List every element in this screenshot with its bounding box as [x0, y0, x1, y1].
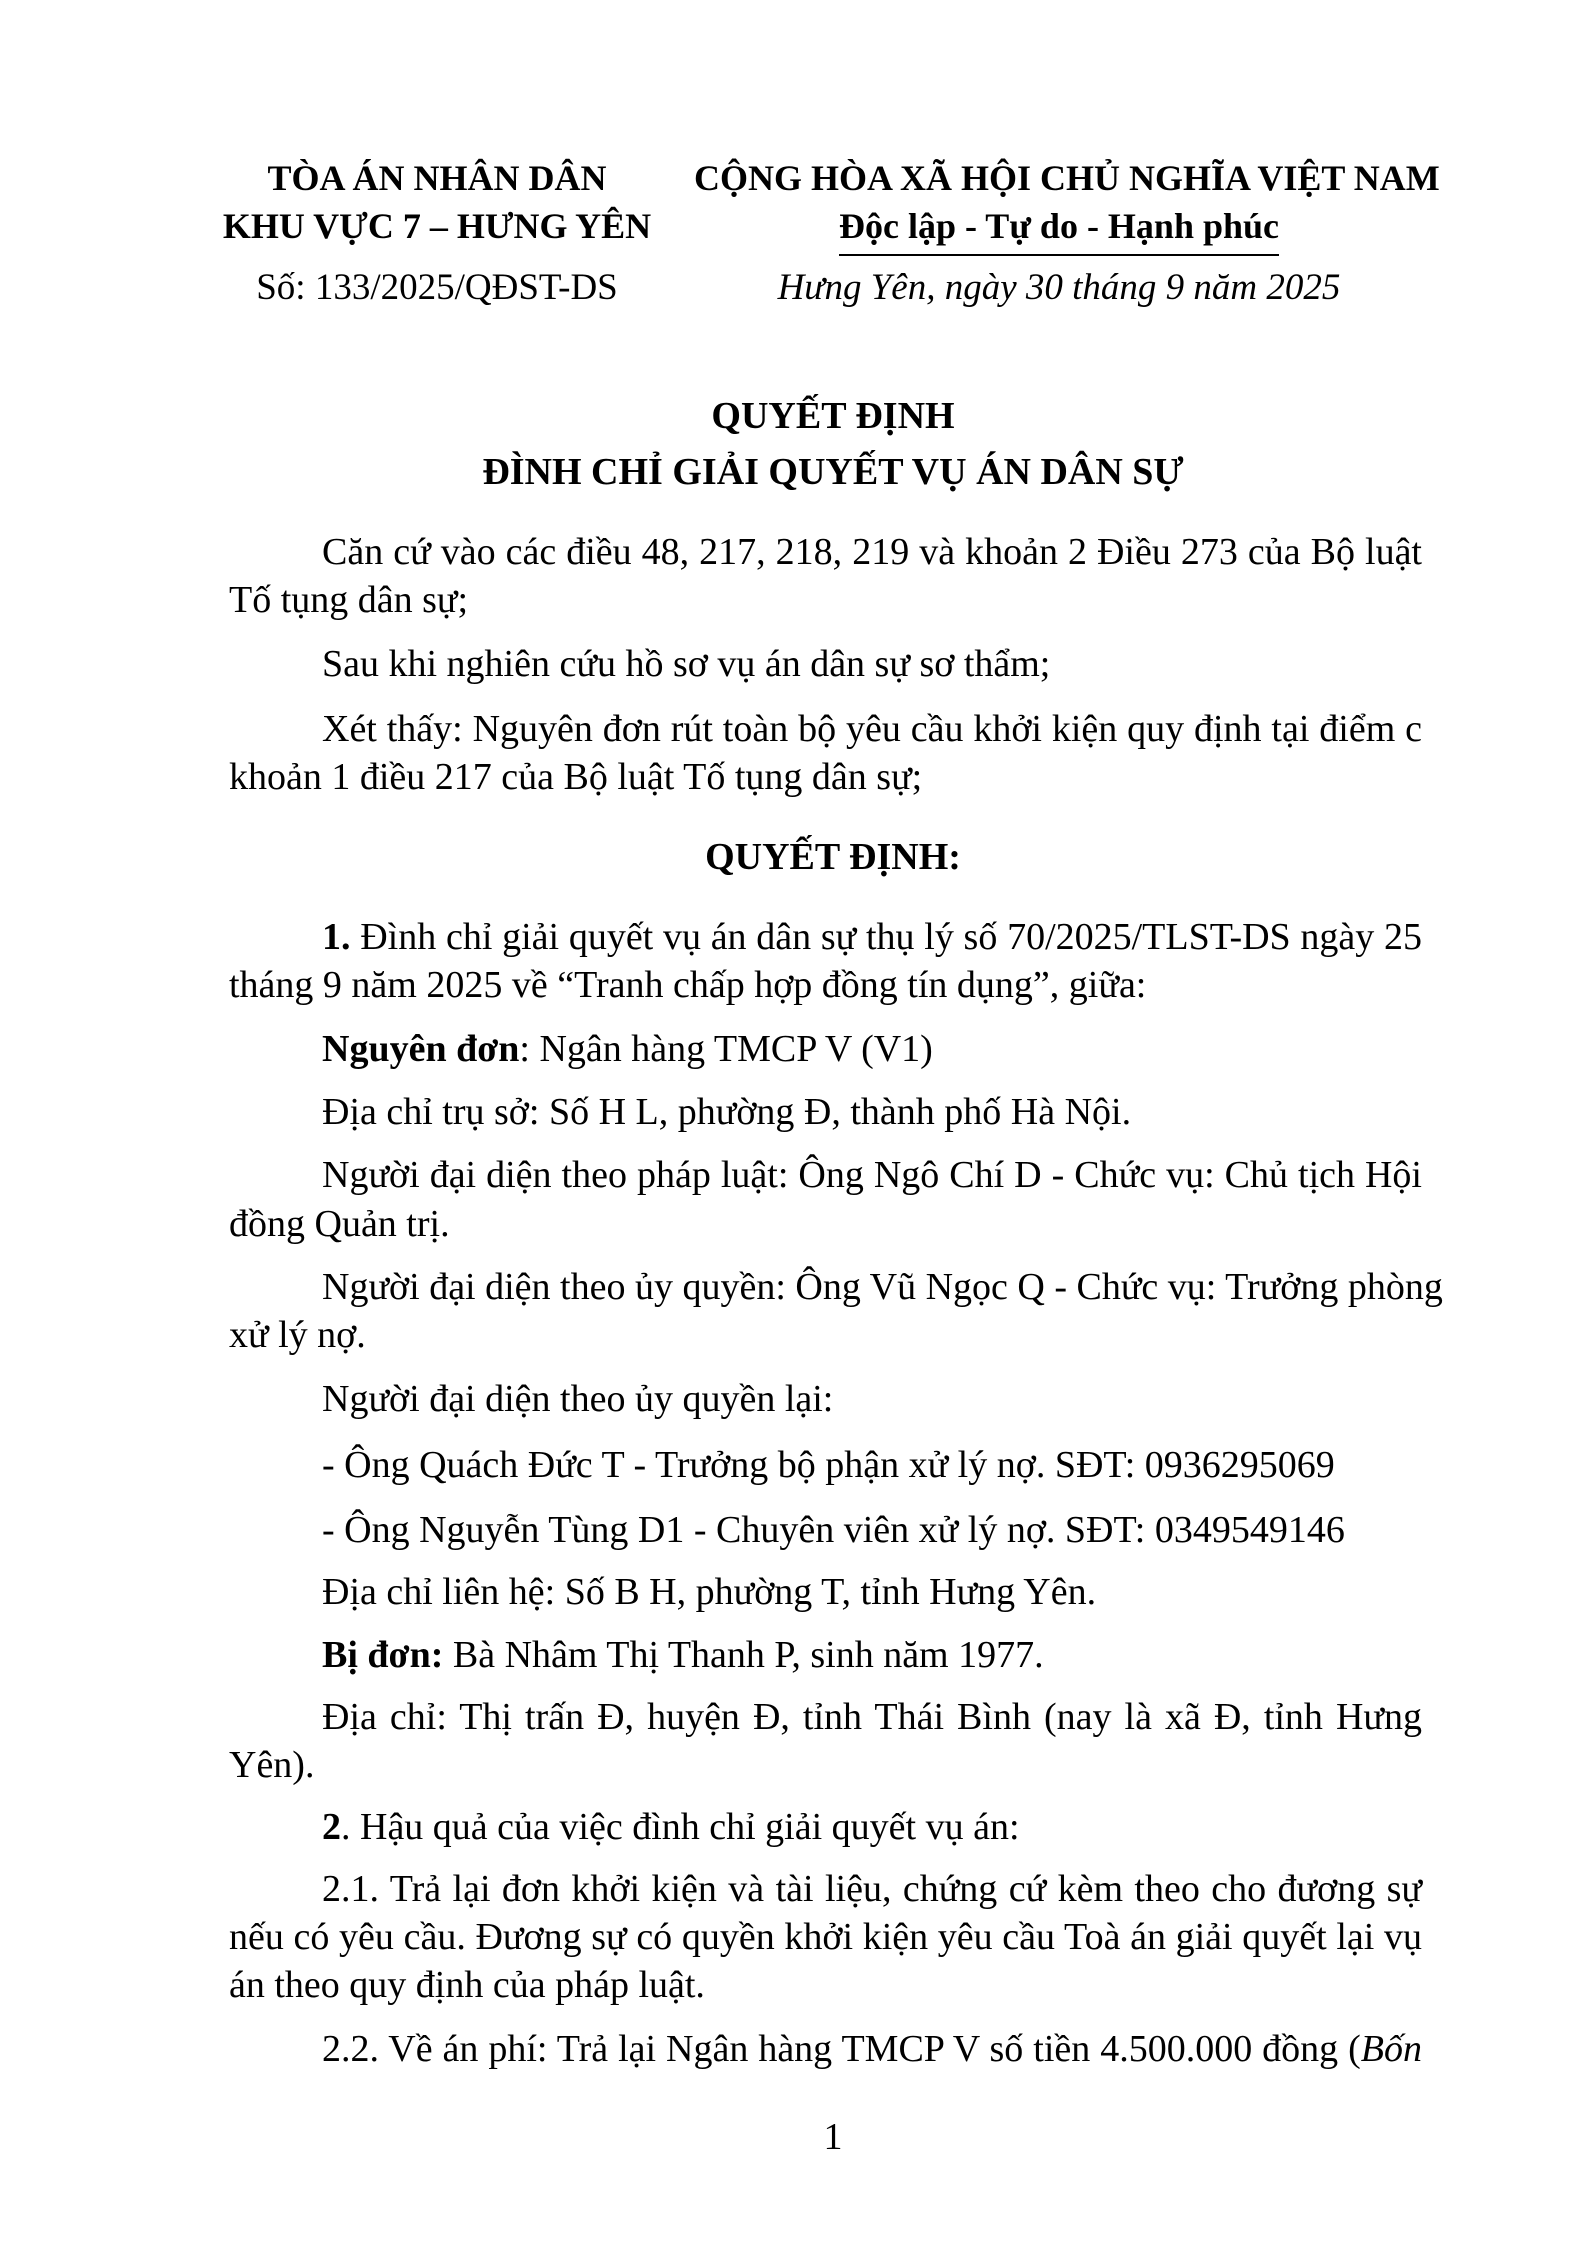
- defendant-address-line2: Yên).: [229, 1744, 315, 1786]
- section2-heading: [322, 1808, 1020, 1846]
- defendant-line: [322, 1636, 1044, 1674]
- finding-line1: Xét thấy: Nguyên đơn rút toàn bộ yêu cầu khởi kiện quy định tại điểm c: [322, 708, 1422, 750]
- section2-number: 2: [322, 1806, 341, 1848]
- contact-address: Địa chỉ liên hệ: Số B H, phường T, tỉnh Hưng Yên.: [322, 1571, 1097, 1613]
- section1-line2: tháng 9 năm 2025 về “Tranh chấp hợp đồng tín dụng”, giữa:: [229, 964, 1147, 1006]
- section2-item1-line2: nếu có yêu cầu. Đương sự có quyền khởi kiện yêu cầu Toà án giải quyết lại vụ: [229, 1916, 1422, 1958]
- review-statement: Sau khi nghiên cứu hồ sơ vụ án dân sự sơ thẩm;: [322, 643, 1051, 685]
- section2-item2-line1: [322, 2030, 1422, 2068]
- document-title: QUYẾT ĐỊNH: [711, 395, 955, 437]
- decision-heading: QUYẾT ĐỊNH:: [705, 836, 961, 878]
- plaintiff-value: : Ngân hàng TMCP V (V1): [519, 1028, 933, 1070]
- legal-basis-line2: Tố tụng dân sự;: [229, 579, 469, 621]
- sub-representative-item: - Ông Quách Đức T - Trưởng bộ phận xử lý nợ. SĐT: 0936295069: [322, 1444, 1335, 1486]
- legal-representative-line2: đồng Quản trị.: [229, 1203, 450, 1245]
- section1-line1: [322, 918, 1422, 956]
- court-fee-words: Bốn: [1360, 2028, 1422, 2070]
- authorized-representative-line1: Người đại diện theo ủy quyền: Ông Vũ Ngọc Q - Chức vụ: Trưởng phòng: [322, 1266, 1443, 1308]
- national-title: CỘNG HÒA XÃ HỘI CHỦ NGHĨA VIỆT NAM: [694, 158, 1440, 198]
- section1-number: 1.: [322, 916, 351, 958]
- court-fee-text: 2.2. Về án phí: Trả lại Ngân hàng TMCP V số tiền 4.500.000 đồng (: [322, 2028, 1361, 2070]
- sub-representative-heading: Người đại diện theo ủy quyền lại:: [322, 1378, 834, 1420]
- page-number: 1: [823, 2116, 843, 2158]
- defendant-label: Bị đơn:: [322, 1634, 444, 1676]
- defendant-address-line1: Địa chỉ: Thị trấn Đ, huyện Đ, tỉnh Thái Bình (nay là xã Đ, tỉnh Hưng: [322, 1696, 1422, 1738]
- court-name-line2: KHU VỰC 7 – HƯNG YÊN: [222, 206, 652, 246]
- legal-basis-line1: Căn cứ vào các điều 48, 217, 218, 219 và khoản 2 Điều 273 của Bộ luật: [322, 531, 1422, 573]
- plaintiff-label: Nguyên đơn: [322, 1028, 520, 1070]
- document-subtitle: ĐÌNH CHỈ GIẢI QUYẾT VỤ ÁN DÂN SỰ: [482, 451, 1184, 493]
- legal-representative-line1: Người đại diện theo pháp luật: Ông Ngô Chí D - Chức vụ: Chủ tịch Hội: [322, 1154, 1422, 1196]
- plaintiff-line: [322, 1030, 933, 1068]
- section2-heading-text: . Hậu quả của việc đình chỉ giải quyết vụ án:: [341, 1806, 1020, 1848]
- document-number: Số: 133/2025/QĐST-DS: [256, 267, 618, 308]
- sub-representative-item: - Ông Nguyễn Tùng D1 - Chuyên viên xử lý nợ. SĐT: 0349549146: [322, 1509, 1345, 1551]
- section2-item1-line3: án theo quy định của pháp luật.: [229, 1964, 705, 2006]
- finding-line2: khoản 1 điều 217 của Bộ luật Tố tụng dân sự;: [229, 756, 923, 798]
- motto-underline: [839, 254, 1279, 256]
- defendant-value: Bà Nhâm Thị Thanh P, sinh năm 1977.: [443, 1634, 1044, 1676]
- authorized-representative-line2: xử lý nợ.: [229, 1314, 366, 1356]
- section2-item1-line1: 2.1. Trả lại đơn khởi kiện và tài liệu, chứng cứ kèm theo cho đương sự: [322, 1868, 1422, 1910]
- place-and-date: Hưng Yên, ngày 30 tháng 9 năm 2025: [777, 267, 1341, 308]
- section1-text: Đình chỉ giải quyết vụ án dân sự thụ lý số 70/2025/TLST-DS ngày 25: [360, 916, 1423, 958]
- national-motto: Độc lập - Tự do - Hạnh phúc: [838, 206, 1280, 246]
- court-name-line1: TÒA ÁN NHÂN DÂN: [267, 158, 607, 198]
- plaintiff-address: Địa chỉ trụ sở: Số H L, phường Đ, thành phố Hà Nội.: [322, 1091, 1132, 1133]
